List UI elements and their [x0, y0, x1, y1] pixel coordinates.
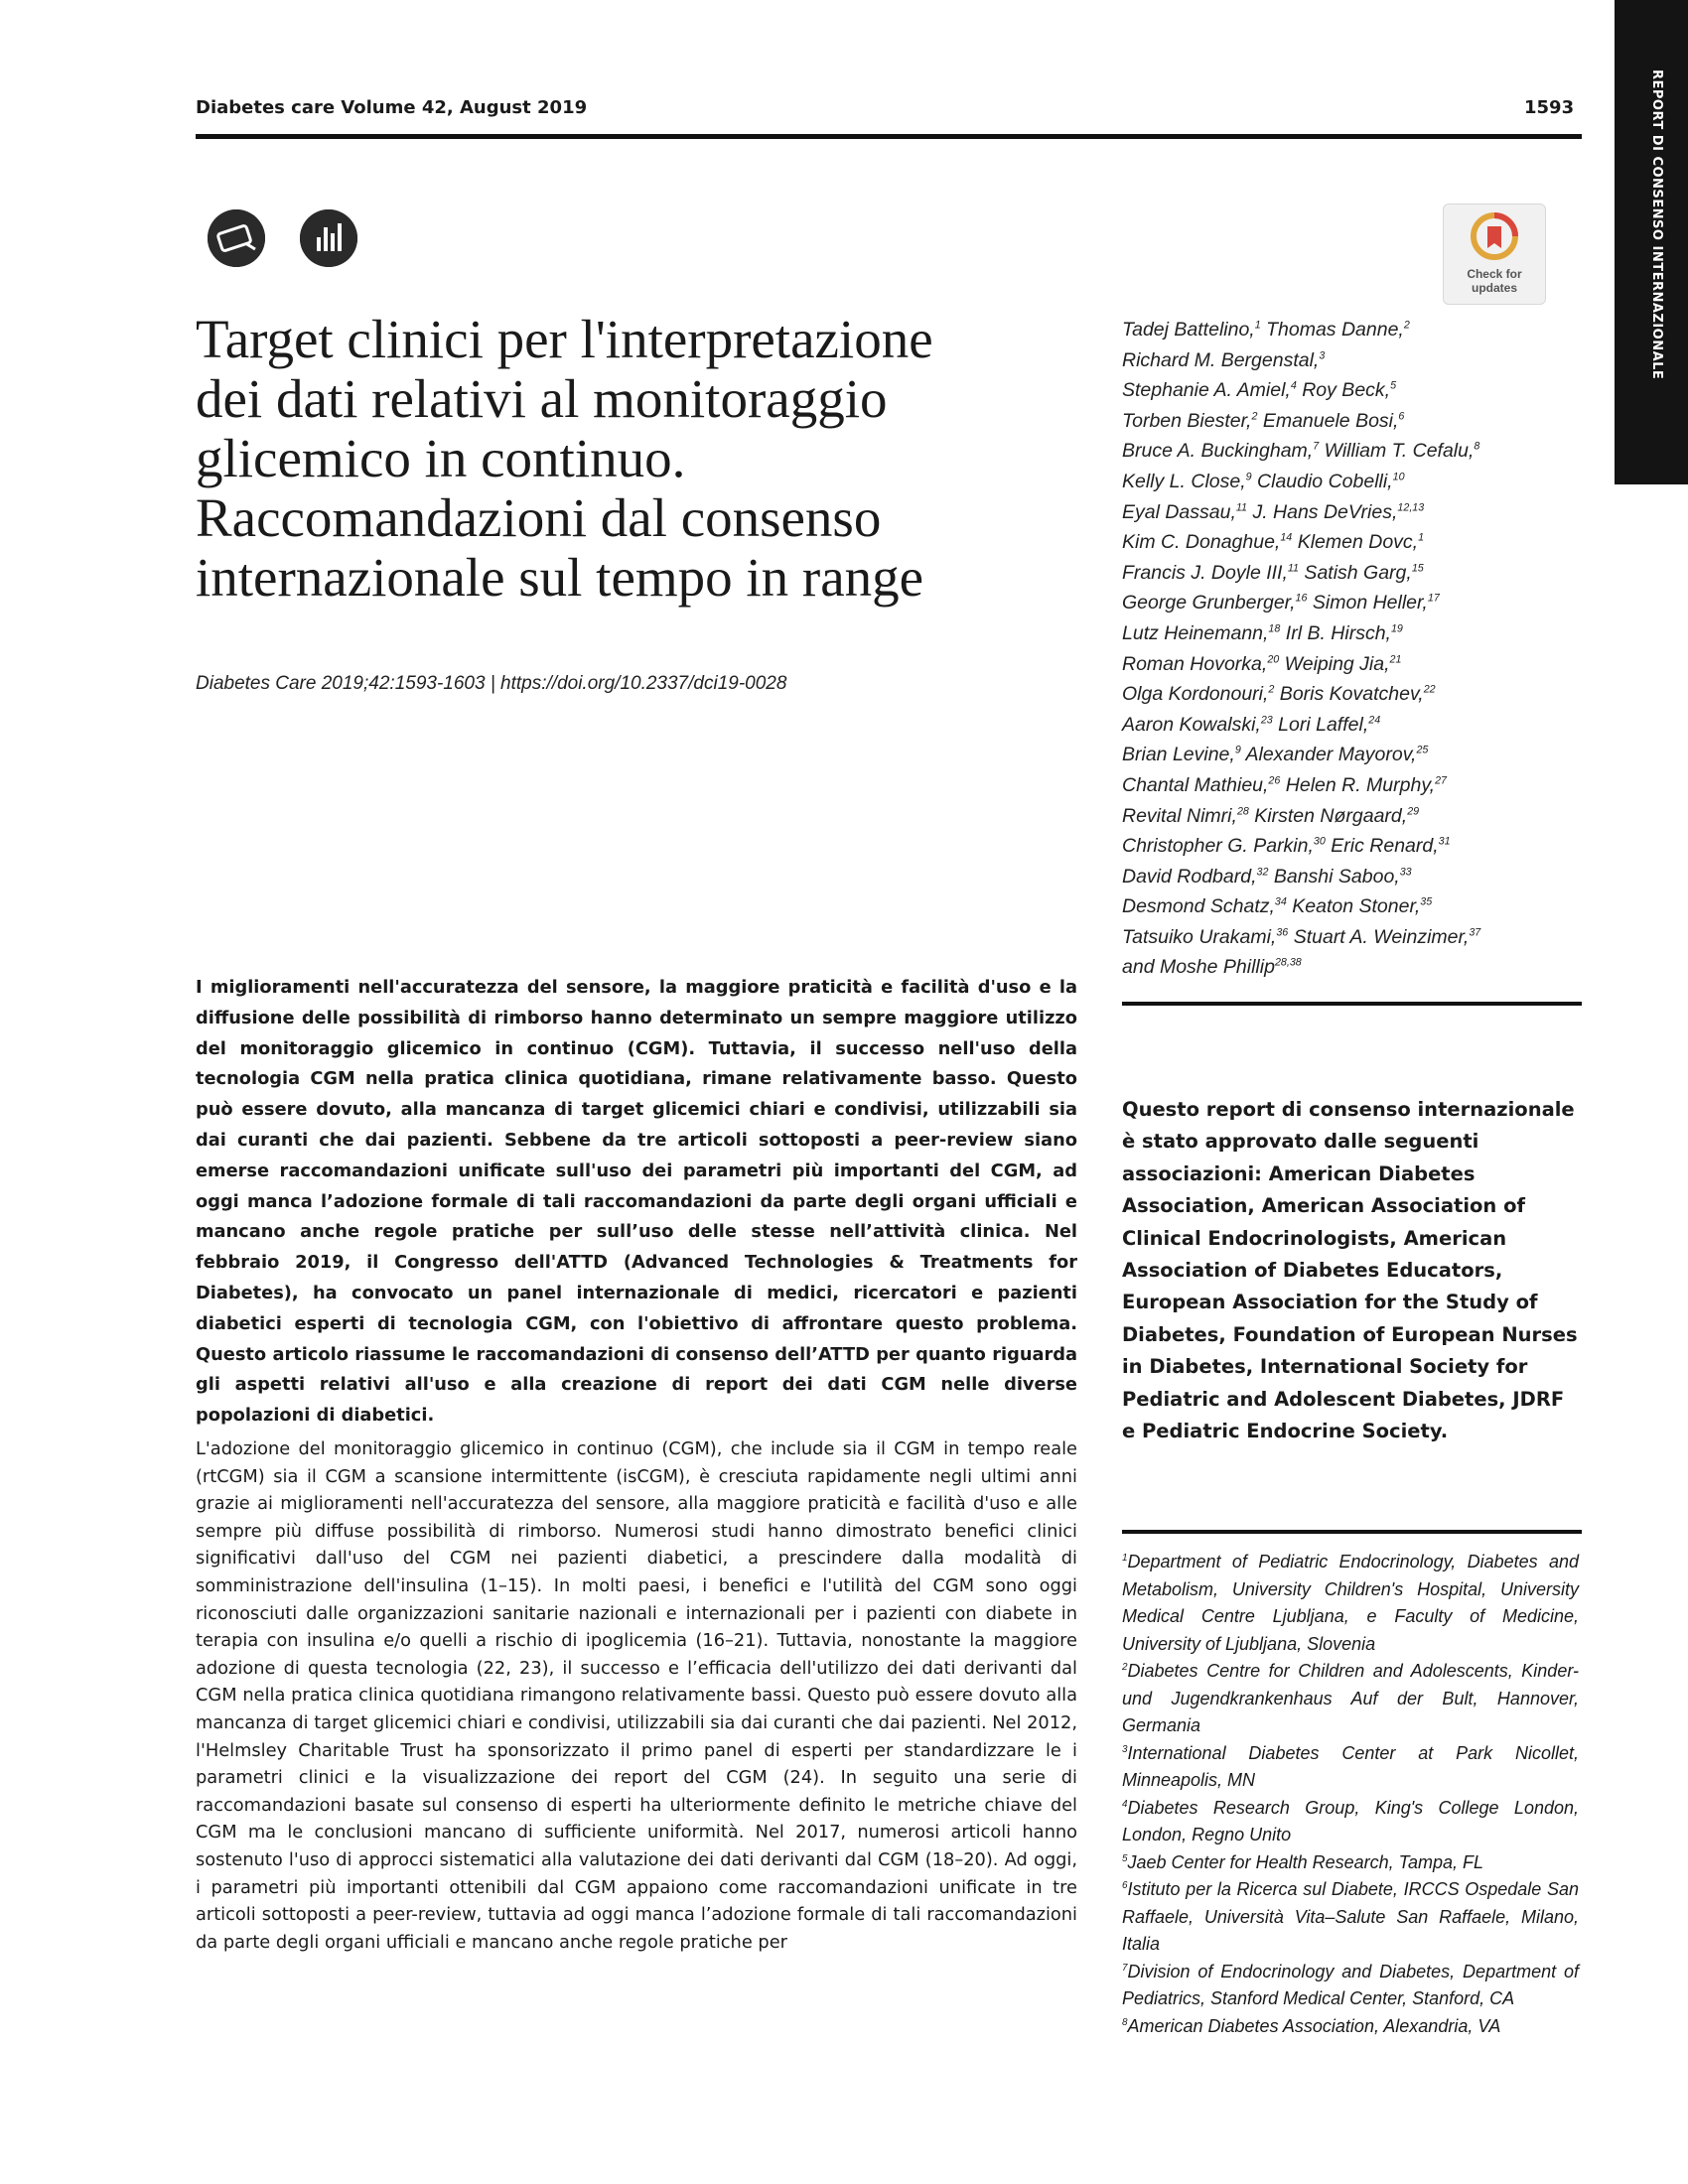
- author-affiliation-ref: 27: [1435, 774, 1447, 787]
- author-name: J. Hans DeVries,: [1247, 500, 1398, 523]
- author-line: [1122, 467, 1599, 497]
- author-line: [1122, 922, 1599, 953]
- author-name: and Moshe Phillip: [1122, 956, 1275, 979]
- author-affiliation-ref: 6: [1398, 410, 1405, 423]
- author-line: [1122, 710, 1599, 741]
- author-affiliation-ref: 15: [1411, 562, 1424, 575]
- author-affiliation-ref: 1: [1418, 531, 1425, 544]
- author-name: Kelly L. Close,: [1122, 470, 1246, 492]
- author-affiliation-ref: 9: [1245, 471, 1252, 483]
- author-line: [1122, 436, 1599, 467]
- author-name: Richard M. Bergenstal,: [1122, 348, 1320, 371]
- author-affiliation-ref: 37: [1469, 926, 1481, 939]
- author-name: George Grunberger,: [1122, 592, 1296, 614]
- author-affiliation-ref: 2: [1251, 410, 1258, 423]
- author-affiliation-ref: 2: [1403, 319, 1410, 332]
- author-name: Boris Kovatchev,: [1274, 683, 1424, 706]
- author-affiliation-ref: 34: [1274, 895, 1287, 908]
- author-name: Christopher G. Parkin,: [1122, 835, 1314, 858]
- author-name: Revital Nimri,: [1122, 804, 1237, 827]
- affiliation-item: [1122, 1740, 1579, 1795]
- author-line: [1122, 618, 1599, 649]
- author-name: Emanuele Bosi,: [1257, 409, 1399, 432]
- affiliation-number: 4: [1122, 1798, 1128, 1810]
- open-access-badge-icon: [208, 209, 265, 267]
- author-affiliation-ref: 20: [1267, 653, 1280, 666]
- affiliation-number: 3: [1122, 1743, 1128, 1755]
- affiliation-text: American Diabetes Association, Alexandria, VA: [1127, 2015, 1501, 2036]
- title-line: internazionale sul tempo in range: [196, 547, 924, 608]
- author-affiliation-ref: 2: [1268, 683, 1275, 696]
- author-affiliation-ref: 7: [1313, 440, 1320, 453]
- author-name: Torben Biester,: [1122, 409, 1252, 432]
- author-line: [1122, 558, 1599, 589]
- author-name: Irl B. Hirsch,: [1280, 621, 1391, 644]
- affiliation-list: [1122, 1549, 1579, 2040]
- author-line: [1122, 345, 1599, 376]
- affiliation-item: [1122, 2013, 1579, 2041]
- author-affiliation-ref: 29: [1407, 805, 1420, 817]
- author-name: Thomas Danne,: [1260, 319, 1404, 341]
- author-name: Eric Renard,: [1325, 835, 1439, 858]
- affiliation-text: Istituto per la Ricerca sul Diabete, IRCCS Ospedale San Raffaele, Università Vita–Salute San Raffaele, Milano, Italia: [1122, 1879, 1579, 1954]
- title-line: Target clinici per l'interpretazione: [196, 309, 933, 369]
- author-affiliation-ref: 35: [1420, 895, 1433, 908]
- author-name: Chantal Mathieu,: [1122, 773, 1269, 796]
- author-affiliation-ref: 30: [1313, 835, 1326, 848]
- author-name: Claudio Cobelli,: [1251, 470, 1393, 492]
- author-name: Weiping Jia,: [1279, 652, 1390, 675]
- author-name: Satish Garg,: [1299, 561, 1412, 584]
- data-chart-icon: [300, 209, 357, 267]
- affiliation-text: Diabetes Centre for Children and Adolescents, Kinder- und Jugendkrankenhaus Auf der Bult, Hannover, Germania: [1122, 1661, 1579, 1735]
- author-affiliation-ref: 21: [1389, 653, 1402, 666]
- author-name: Lutz Heinemann,: [1122, 621, 1269, 644]
- author-affiliation-ref: 4: [1290, 379, 1297, 392]
- affiliation-number: 2: [1122, 1662, 1128, 1673]
- author-affiliation-ref: 16: [1295, 592, 1308, 605]
- author-line: [1122, 679, 1599, 710]
- author-name: Alexander Mayorov,: [1240, 744, 1417, 766]
- author-affiliation-ref: 28: [1236, 805, 1249, 817]
- author-affiliation-ref: 9: [1234, 744, 1241, 756]
- author-name: Tatsuiko Urakami,: [1122, 925, 1277, 948]
- author-affiliation-ref: 3: [1319, 349, 1326, 362]
- author-affiliation-ref: 1: [1254, 319, 1261, 332]
- author-affiliation-ref: 33: [1399, 866, 1412, 879]
- author-affiliation-ref: 5: [1390, 379, 1397, 392]
- affiliation-text: Diabetes Research Group, King's College London, London, Regno Unito: [1122, 1797, 1579, 1844]
- author-name: Desmond Schatz,: [1122, 895, 1275, 918]
- author-list: [1122, 315, 1599, 983]
- author-line: [1122, 740, 1599, 770]
- section-side-tab-label: REPORT DI CONSENSO INTERNAZIONALE: [1649, 69, 1664, 380]
- author-affiliation-ref: 24: [1368, 714, 1381, 727]
- author-line: [1122, 406, 1599, 437]
- author-affiliation-ref: 18: [1268, 622, 1281, 635]
- author-line: [1122, 315, 1599, 345]
- author-line: [1122, 862, 1599, 892]
- author-name: Kim C. Donaghue,: [1122, 531, 1281, 554]
- approval-statement: Questo report di consenso internazionale è stato approvato dalle seguenti associazioni: American Diabetes Association, American Association of Clinical Endocrinologists, American Association of Diabetes Educators, European Association for the Study of Diabetes, Foundation of European Nurses in Diabetes, International Society for Pediatric and Adolescent Diabetes, JDRF e Pediatric Endocrine Society.: [1122, 1098, 1578, 1443]
- abstract-text: I miglioramenti nell'accuratezza del sensore, la maggiore praticità e facilità d'uso e la diffusione delle possibilità di rimborso hanno determinato un sempre maggiore utilizzo del monitoraggio glicemico in continuo (CGM). Tuttavia, il successo nell'uso della tecnologia CGM nella pratica clinica quotidiana, rimane relativamente basso. Questo può essere dovuto, alla mancanza di target glicemici chiari e condivisi, utilizzabili sia dai curanti che dai pazienti. Sebbene da tre articoli sottoposti a peer-review siano emerse raccomandazioni unificate sull'uso dei parametri più importanti del CGM, ad oggi manca l’adozione formale di tali raccomandazioni da parte degli organi ufficiali e mancano anche regole pratiche per sull’uso delle stesse nell’attività clinica. Nel febbraio 2019, il Congresso dell'ATTD (Advanced Technologies & Treatments for Diabetes), ha convocato un panel internazionale di medici, ricercatori e pazienti diabetici esperti di tecnologia CGM, con l'obiettivo di affrontare questo problema. Questo articolo riassume le raccomandazioni di consenso dell’ATTD per quanto riguarda gli aspetti relativi all'uso e alla creazione di report dei dati CGM nelle diverse popolazioni di diabetici.: [196, 977, 1077, 1427]
- affiliation-item: [1122, 1959, 1579, 2013]
- page-number: 1593: [1524, 97, 1575, 118]
- author-line: [1122, 649, 1599, 680]
- author-name: Francis J. Doyle III,: [1122, 561, 1288, 584]
- check-for-updates-button[interactable]: [1443, 204, 1546, 305]
- author-line: [1122, 770, 1599, 801]
- title-line: Raccomandazioni dal consenso: [196, 487, 882, 548]
- author-affiliation-ref: 14: [1280, 531, 1293, 544]
- affiliation-text: Division of Endocrinology and Diabetes, Department of Pediatrics, Stanford Medical Center, Stanford, CA: [1122, 1961, 1579, 2008]
- author-affiliation-ref: 12,13: [1397, 501, 1425, 514]
- author-line: [1122, 497, 1599, 528]
- author-line: [1122, 831, 1599, 862]
- author-name: Bruce A. Buckingham,: [1122, 440, 1314, 463]
- affiliation-number: 1: [1122, 1553, 1128, 1564]
- author-name: Roy Beck,: [1296, 379, 1391, 402]
- affiliation-number: 7: [1122, 1962, 1128, 1974]
- author-name: Keaton Stoner,: [1286, 895, 1421, 918]
- affiliation-text: International Diabetes Center at Park Nicollet, Minneapolis, MN: [1122, 1742, 1579, 1790]
- affiliation-item: [1122, 1795, 1579, 1849]
- citation-doi[interactable]: Diabetes Care 2019;42:1593-1603 | https://doi.org/10.2337/dci19-0028: [196, 673, 787, 694]
- author-name: William T. Cefalu,: [1319, 440, 1475, 463]
- author-name: Stephanie A. Amiel,: [1122, 379, 1291, 402]
- author-affiliation-ref: 8: [1474, 440, 1480, 453]
- author-affiliation-ref: 11: [1235, 501, 1248, 514]
- author-line: [1122, 801, 1599, 832]
- author-name: Brian Levine,: [1122, 744, 1235, 766]
- affiliation-item: [1122, 1658, 1579, 1740]
- journal-header: Diabetes care Volume 42, August 2019: [196, 97, 588, 118]
- author-name: David Rodbard,: [1122, 865, 1257, 887]
- author-affiliation-ref: 36: [1276, 926, 1289, 939]
- header-divider: [196, 134, 1582, 139]
- author-name: Helen R. Murphy,: [1280, 773, 1436, 796]
- affiliation-number: 6: [1122, 1880, 1128, 1891]
- author-name: Klemen Dovc,: [1292, 531, 1419, 554]
- author-affiliation-ref: 26: [1268, 774, 1281, 787]
- author-line: [1122, 527, 1599, 558]
- author-name: Simon Heller,: [1307, 592, 1428, 614]
- author-line: [1122, 891, 1599, 922]
- title-line: dei dati relativi al monitoraggio: [196, 368, 888, 429]
- author-name: Aaron Kowalski,: [1122, 713, 1261, 736]
- affiliation-item: [1122, 1876, 1579, 1959]
- author-affiliation-ref: 11: [1287, 562, 1300, 575]
- check-for-updates-icon: [1444, 205, 1545, 266]
- author-line: [1122, 375, 1599, 406]
- author-affiliation-ref: 17: [1427, 592, 1440, 605]
- author-name: Eyal Dassau,: [1122, 500, 1236, 523]
- authors-divider: [1122, 1002, 1582, 1006]
- author-line: [1122, 588, 1599, 618]
- affiliation-number: 8: [1122, 2016, 1128, 2028]
- author-name: Banshi Saboo,: [1268, 865, 1400, 887]
- author-affiliation-ref: 25: [1416, 744, 1429, 756]
- author-name: Stuart A. Weinzimer,: [1288, 925, 1470, 948]
- check-updates-label-1: Check for: [1467, 267, 1522, 281]
- author-name: Roman Hovorka,: [1122, 652, 1268, 675]
- author-line: [1122, 952, 1599, 983]
- author-affiliation-ref: 32: [1256, 866, 1269, 879]
- affiliations-divider: [1122, 1530, 1582, 1534]
- author-affiliation-ref: 22: [1423, 683, 1436, 696]
- author-affiliation-ref: 31: [1438, 835, 1451, 848]
- author-affiliation-ref: 23: [1260, 714, 1273, 727]
- author-affiliation-ref: 10: [1392, 471, 1405, 483]
- author-affiliation-ref: 28,38: [1274, 956, 1302, 969]
- affiliation-item: [1122, 1849, 1579, 1877]
- author-name: Tadej Battelino,: [1122, 319, 1255, 341]
- body-paragraph: L'adozione del monitoraggio glicemico in continuo (CGM), che include sia il CGM in tempo reale (rtCGM) sia il CGM a scansione intermittente (isCGM), è cresciuta rapidamente negli ultimi anni grazie ai miglioramenti nell'accuratezza del sensore, alla maggiore praticità e facilità d'uso e alle sempre più diffuse possibilità di rimborso. Numerosi studi hanno dimostrato benefici clinici significativi dall'uso del CGM nei pazienti diabetici, a prescindere dalla modalità di somministrazione dell'insulina (1–15). In molti paesi, i benefici e l'utilità del CGM sono oggi riconosciuti dalle organizzazioni sanitarie nazionali e internazionali per i pazienti con diabete in terapia con insulina e/o quelli a rischio di ipoglicemia (16–21). Tuttavia, nonostante la maggiore adozione di questa tecnologia (22, 23), il successo e l’efficacia dell'utilizzo dei dati derivanti dal CGM nella pratica clinica quotidiana rimangono relativamente bassi. Questo può essere dovuto alla mancanza di target glicemici chiari e condivisi, utilizzabili sia dai curanti che dai pazienti. Nel 2012, l'Helmsley Charitable Trust ha sponsorizzato il primo panel di esperti per standardizzare le i parametri clinici e la visualizzazione dei report del CGM (24). In seguito una serie di raccomandazioni basate sul consenso di esperti ha ulteriormente definito le metriche chiave del CGM ma le conclusioni mancano di sufficiente uniformità. Nel 2017, numerosi articoli hanno sostenuto l'uso di approcci sistematici alla valutazione dei dati derivanti dal CGM (18–20). Ad oggi, i parametri più importanti ottenibili dal CGM appaiono come raccomandazioni unificate in tre articoli sottoposti a peer-review, tuttavia ad oggi manca l’adozione formale di tali raccomandazioni da parte degli organi ufficiali e mancano anche regole pratiche per: [196, 1438, 1077, 1953]
- affiliation-number: 5: [1122, 1852, 1128, 1864]
- author-name: Kirsten Nørgaard,: [1248, 804, 1408, 827]
- affiliation-text: Jaeb Center for Health Research, Tampa, FL: [1127, 1851, 1484, 1872]
- affiliation-text: Department of Pediatric Endocrinology, Diabetes and Metabolism, University Children's Hospital, University Medical Centre Ljubljana, e Faculty of Medicine, University of Ljubljana, Slovenia: [1122, 1552, 1579, 1654]
- affiliation-item: [1122, 1549, 1579, 1658]
- title-line: glicemico in continuo.: [196, 428, 686, 488]
- author-name: Olga Kordonouri,: [1122, 683, 1269, 706]
- author-name: Lori Laffel,: [1272, 713, 1369, 736]
- author-affiliation-ref: 19: [1390, 622, 1403, 635]
- check-updates-label-2: updates: [1471, 281, 1517, 295]
- article-title: [196, 310, 1069, 608]
